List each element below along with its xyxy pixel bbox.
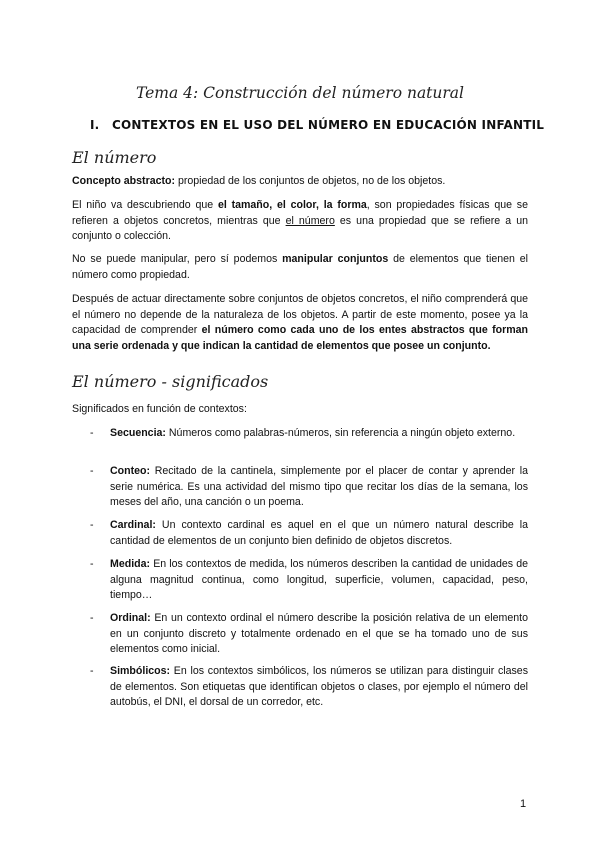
bold-text: Concepto abstracto: <box>72 175 176 187</box>
bold-text: Simbólicos: <box>110 665 171 677</box>
heading-significados: El número - significados <box>72 372 269 391</box>
paragraph-text: propiedad de los conjuntos de objetos, no de los objetos. <box>175 175 446 187</box>
underlined-text: el número <box>285 214 335 227</box>
list-item-text: En los contextos de medida, los números describen la cantidad de unidades de alguna magnitud continua, como longitud, superficie, volumen, capacidad, peso, tiempo… <box>110 558 528 601</box>
list-item <box>90 557 528 604</box>
heading-el-numero: El número <box>72 148 157 167</box>
list-item-text: Números como palabras-números, sin referencia a ningún objeto externo. <box>165 427 516 439</box>
paragraph-despues <box>72 292 528 354</box>
paragraph-text: Después de actuar directamente sobre conjuntos de objetos concretos, el niño comprenderá que el número no depende de la naturaleza de los objetos. A partir de este momento, posee ya la capacidad de comprender <box>72 293 528 336</box>
bold-text: el número como cada uno de los entes abstractos que forman una serie ordenada y que indican la cantidad de elementos que posee un conjunto. <box>72 324 528 352</box>
list-bullet: - <box>90 612 94 624</box>
list-item <box>90 664 528 711</box>
list-bullet: - <box>90 465 94 477</box>
list-item-text: En los contextos simbólicos, los números se utilizan para distinguir clases de elementos. Son etiquetas que identifican objetos o clases, por ejemplo el número del autobús, el DNI, el dorsal de un corredor, etc. <box>110 665 528 708</box>
paragraph-text: , son propiedades físicas que se refieren a objetos concretos, mientras que <box>72 199 528 227</box>
bold-text: Secuencia: <box>110 427 166 439</box>
list-item-text: En un contexto ordinal el número describe la posición relativa de un elemento en un conjunto discreto y totalmente ordenado en el que se ha tomado uno de sus elementos como inicial. <box>110 612 528 655</box>
bold-text: manipular conjuntos <box>282 253 389 265</box>
list-item <box>90 426 528 442</box>
paragraph-text: de elementos que tienen el número como propiedad. <box>72 253 528 281</box>
paragraph-text: es una propiedad que se refiere a un conjunto o colección. <box>72 214 528 242</box>
list-bullet: - <box>90 519 94 531</box>
list-item <box>90 518 528 549</box>
list-bullet: - <box>90 665 94 677</box>
section-number: I. <box>90 118 100 132</box>
paragraph-concepto <box>72 174 528 190</box>
paragraph-manipular <box>72 252 528 283</box>
bold-text: Medida: <box>110 558 151 570</box>
page-title: Tema 4: Construcción del número natural <box>135 84 465 102</box>
paragraph-text: No se puede manipular, pero sí podemos <box>72 253 283 265</box>
list-item-text: Un contexto cardinal es aquel en el que un número natural describe la cantidad de elementos de un conjunto bien definido de objetos discretos. <box>110 519 528 547</box>
section-label: CONTEXTOS EN EL USO DEL NÚMERO EN EDUCACIÓN INFANTIL <box>112 118 545 132</box>
bold-text: Conteo: <box>110 465 151 477</box>
bold-text: el tamaño, el color, la forma <box>217 199 367 211</box>
paragraph-text: El niño va descubriendo que <box>72 199 218 211</box>
paragraph-descubriendo <box>72 198 528 245</box>
list-item <box>90 464 528 511</box>
list-item <box>90 611 528 658</box>
list-bullet: - <box>90 558 94 570</box>
list-bullet: - <box>90 427 94 439</box>
bold-text: Ordinal: <box>110 612 151 624</box>
page-number: 1 <box>520 798 527 810</box>
list-item-text: Recitado de la cantinela, simplemente por el placer de contar y aprender la serie numérica. Es una actividad del mismo tipo que recitar los días de la semana, los meses del año, una canción o un poema. <box>110 465 528 508</box>
section-heading <box>90 118 544 132</box>
paragraph-significados-intro: Significados en función de contextos: <box>72 403 247 415</box>
bold-text: Cardinal: <box>110 519 156 531</box>
